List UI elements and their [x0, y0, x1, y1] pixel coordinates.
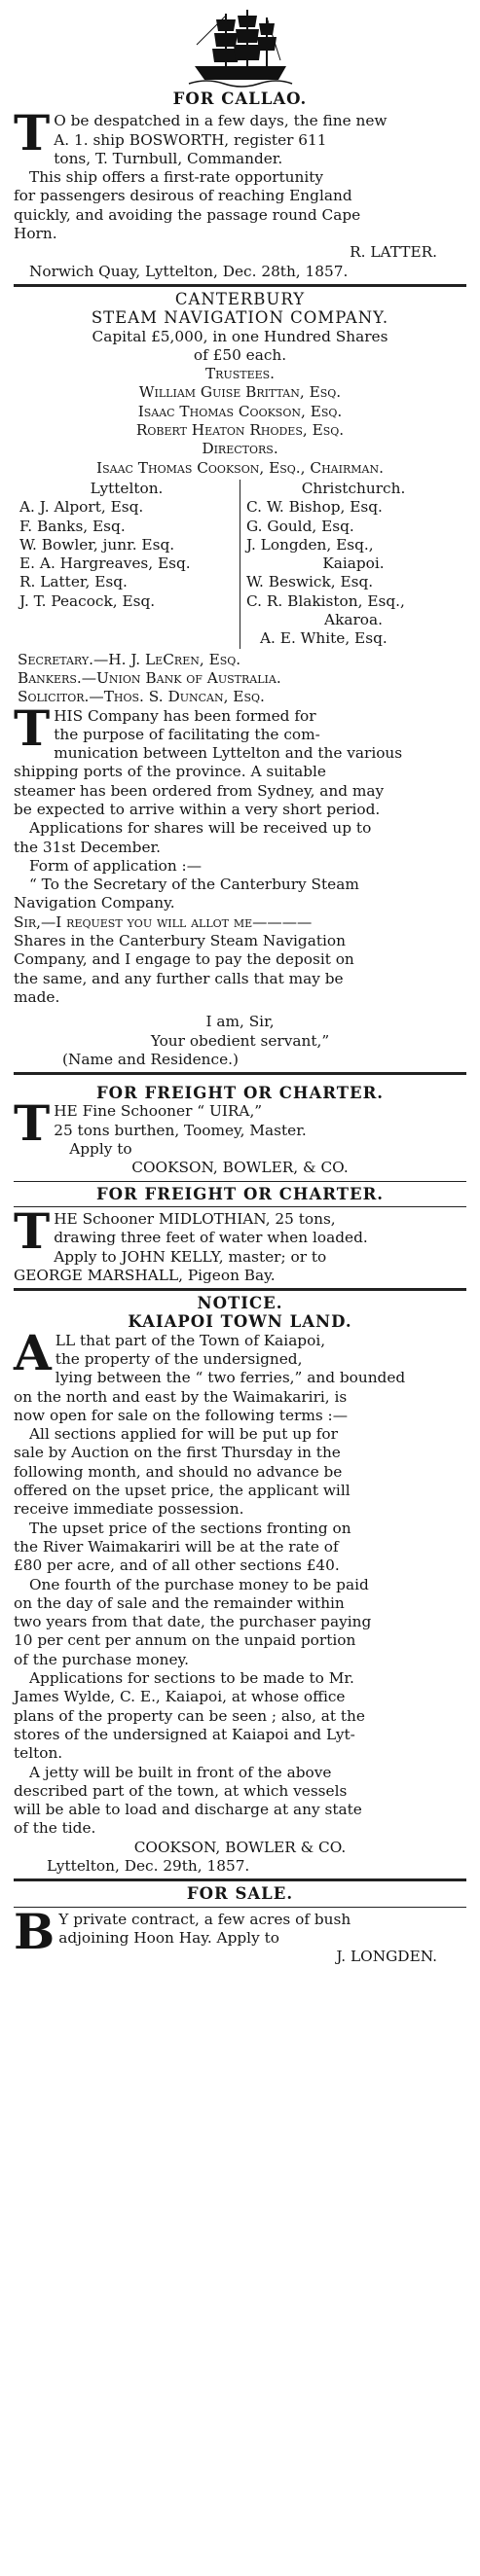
trustee: Isaac Thomas Cookson, Esq. — [137, 402, 343, 420]
sale-heading: FOR SALE. — [186, 1884, 294, 1904]
trustee: William Guise Brittan, Esq. — [138, 383, 342, 402]
directors-christchurch: Christchurch. C. W. Bishop, Esq. G. Gould, Esq. J. Longden, Esq., Kaiapoi. W. Beswick, Esq. C. R. Blakiston, Esq., Akaroa. A. E. White, Esq. — [240, 480, 466, 649]
director: F. Banks, Esq. — [19, 517, 126, 535]
divider — [14, 1907, 466, 1908]
callao-ad — [14, 6, 466, 281]
director: A. J. Alport, Esq. — [19, 498, 144, 517]
sale-ad — [14, 1884, 466, 1966]
form-heading: Form of application :— — [29, 856, 202, 875]
company-title-2: STEAM NAVIGATION COMPANY. — [91, 308, 389, 328]
director: C. W. Bishop, Esq. — [246, 498, 383, 517]
kaiapoi-paragraph-2: All sections applied for will be put up for sale by Auction on the first Thursday in the following month, and should no advance be offered on the upset price, the applicant will receive immediate possession. — [14, 1425, 351, 1519]
kaiapoi-heading: KAIAPOI TOWN LAND. — [128, 1312, 352, 1332]
callao-line: O be despatched in a few days, the fine new — [54, 112, 388, 130]
divider — [14, 1072, 466, 1075]
director: R. Latter, Esq. — [19, 573, 128, 591]
sale-signature: J. LONGDEN. — [336, 1948, 437, 1966]
notice-heading: NOTICE. — [197, 1294, 283, 1313]
uira-ad — [14, 1078, 466, 1177]
director: W. Bowler, junr. Esq. — [19, 535, 175, 554]
company-title-1: CANTERBURY — [174, 289, 306, 308]
director: E. A. Hargreaves, Esq. — [19, 555, 191, 573]
kaiapoi-paragraph-6: A jetty will be built in front of the above described part of the town, at which vessels will be able to load and discharge at any state of the tide. — [14, 1763, 362, 1838]
callao-line: tons, T. Turnbull, Commander. — [54, 149, 283, 167]
dropcap: T — [14, 1201, 51, 1260]
directors-heading: Directors. — [202, 440, 278, 458]
capital-line-2: of £50 each. — [193, 345, 287, 364]
company-body: T HIS Company has been formed for the purpose of facilitating the com- munication between Lyttelton and the various shipping ports of the province. A suitable steamer has been ordered from Sydney, and may be expected to arrive within a very short period. — [14, 698, 403, 818]
form-close-1: I am, Sir, — [205, 1013, 275, 1031]
callao-signature: R. LATTER. — [350, 243, 437, 262]
chairman: Isaac Thomas Cookson, Esq., Chairman. — [96, 458, 384, 477]
kaiapoi-paragraph-1: A LL that part of the Town of Kaiapoi, the property of the undersigned, lying between the “ two ferries,” and bounded on the north and east by the Waimakariri, is now open for sale on the following terms :— — [14, 1323, 406, 1424]
dropcap: A — [14, 1323, 52, 1381]
form-close-2: Your obedient servant,” — [150, 1031, 330, 1050]
application-form: “ To the Secretary of the Canterbury Steam Navigation Company. Sir,—I request you will allot me———— Shares in the Canterbury Steam Navigation Company, and I engage to pay the deposit on the same, and any further calls that may be made. — [14, 876, 359, 1006]
director: A. E. White, Esq. — [260, 629, 388, 648]
place: Akaroa. — [324, 611, 383, 629]
kaiapoi-paragraph-3: The upset price of the sections fronting on the River Waimakariri will be at the rate of £80 per acre, and of all other sections £40. — [14, 1519, 351, 1575]
uira-body: T HE Fine Schooner “ UIRA,” 25 tons burthen, Toomey, Master. — [14, 1094, 307, 1153]
callao-address: Norwich Quay, Lyttelton, Dec. 28th, 1857. — [29, 262, 349, 280]
kaiapoi-signature: COOKSON, BOWLER & CO. — [133, 1838, 347, 1856]
kaiapoi-paragraph-4: One fourth of the purchase money to be paid on the day of sale and the remainder within two years from that date, the purchaser paying 10 per cent per annum on the unpaid portion of the purchase money. — [14, 1575, 372, 1668]
divider — [14, 1878, 466, 1881]
callao-line: A. 1. ship BOSWORTH, register 611 — [54, 130, 327, 149]
directors-lyttelton: Lyttelton. A. J. Alport, Esq. F. Banks, Esq. W. Bowler, junr. Esq. E. A. Hargreaves, Esq. R. Latter, Esq. J. T. Peacock, Esq. — [14, 480, 240, 649]
uira-agent: COOKSON, BOWLER, & CO. — [131, 1159, 349, 1177]
kaiapoi-ad — [14, 1294, 466, 1876]
trustee: Robert Heaton Rhodes, Esq. — [135, 421, 345, 440]
sailing-ship-icon — [187, 6, 294, 89]
capital-line-1: Capital £5,000, in one Hundred Shares — [92, 327, 388, 345]
divider — [14, 284, 466, 287]
uira-heading: FOR FREIGHT OR CHARTER. — [95, 1084, 385, 1103]
midlothian-heading: FOR FREIGHT OR CHARTER. — [95, 1184, 385, 1203]
midlothian-ad — [14, 1185, 466, 1285]
callao-paragraph-1 — [14, 104, 466, 168]
place: Kaiapoi. — [322, 555, 385, 573]
steam-navigation-ad — [14, 290, 466, 1069]
trustees-heading: Trustees. — [204, 365, 276, 383]
kaiapoi-paragraph-5: Applications for sections to be made to Mr. James Wylde, C. E., Kaiapoi, at whose office plans of the property can be seen ; also, at the stores of the undersigned at Kaiapoi and Lyt- telton. — [14, 1669, 365, 1763]
applications-note: Applications for shares will be received up to the 31st December. — [14, 819, 372, 856]
bankers: Bankers.—Union Bank of Australia. — [18, 668, 281, 687]
dropcap: B — [14, 1902, 55, 1960]
director: J. T. Peacock, Esq. — [19, 591, 156, 610]
callao-heading: FOR CALLAO. — [172, 89, 308, 108]
form-close-3: (Name and Residence.) — [62, 1050, 239, 1068]
divider — [14, 1181, 466, 1182]
divider — [14, 1288, 466, 1291]
callao-paragraph-2: This ship offers a first-rate opportunity for passengers desirous of reaching England quickly, and avoiding the passage round Cape Horn. — [14, 168, 361, 243]
solicitor: Solicitor.—Thos. S. Duncan, Esq. — [18, 688, 265, 706]
director: C. R. Blakiston, Esq., — [246, 591, 405, 610]
director: G. Gould, Esq. — [246, 517, 354, 535]
dropcap: T — [14, 104, 51, 162]
dropcap: T — [14, 1094, 51, 1153]
uira-apply: Apply to — [69, 1140, 132, 1159]
sale-body: B Y private contract, a few acres of bush adjoining Hoon Hay. Apply to — [14, 1902, 351, 1960]
kaiapoi-date: Lyttelton, Dec. 29th, 1857. — [47, 1857, 250, 1876]
secretary: Secretary.—H. J. LeCren, Esq. — [18, 650, 241, 668]
director: J. Longden, Esq., — [246, 535, 374, 554]
divider — [14, 1206, 466, 1207]
dropcap: T — [14, 698, 51, 757]
director: W. Beswick, Esq. — [246, 573, 374, 591]
directors-columns — [14, 480, 466, 649]
midlothian-body: T HE Schooner MIDLOTHIAN, 25 tons, drawing three feet of water when loaded. Apply to JOHN KELLY, master; or to GEORGE MARSHALL, Pigeon Bay. — [14, 1201, 368, 1284]
